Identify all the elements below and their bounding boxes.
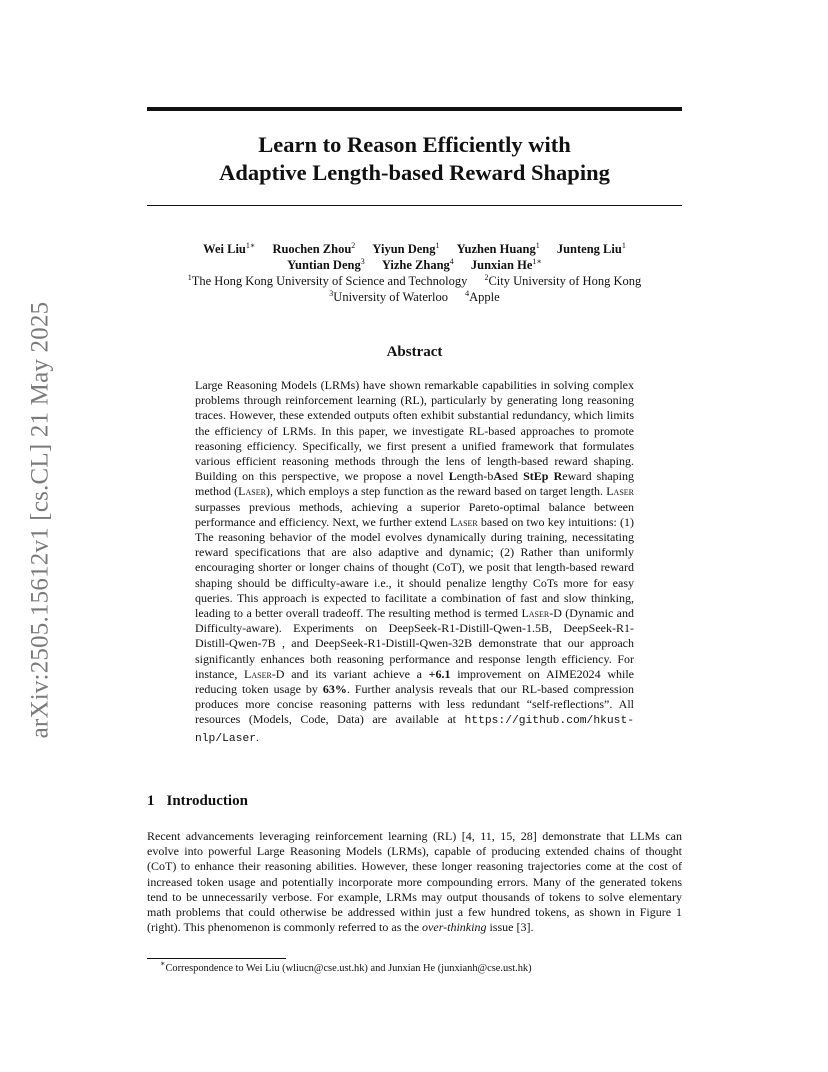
method-name-laser-d: Laser-D [521,606,562,621]
author-affiliation-mark: 1 [535,241,540,250]
affiliation-name: The Hong Kong University of Science and Technology [191,274,468,288]
author-name: Yizhe Zhang [381,258,450,272]
author-affiliation-mark: 1 [435,241,440,250]
method-name-laser-d: Laser-D [244,666,285,681]
affiliation-line-1 [147,273,682,289]
title-bottom-rule [147,205,682,206]
author-name: Ruochen Zhou [272,242,352,256]
footnote-rule [147,958,286,959]
title-line-1: Learn to Reason Efficiently with [258,132,571,157]
author-block [147,241,682,305]
footnote [160,959,680,975]
arxiv-identifier: arXiv:2505.15612v1 [cs.CL] 21 May 2025 [26,301,53,739]
author-name: Yuzhen Huang [456,242,536,256]
resource-url-link[interactable]: https://github.com/hkust-nlp/Laser [195,715,634,745]
aime-gain-value: +6.1 [428,666,451,681]
footnote-text: Correspondence to Wei Liu (wliucn@cse.ust.hk) and Junxian He (junxianh@cse.ust.hk) [165,963,532,974]
author-line-1 [147,241,682,257]
emphasis-term: over-thinking [422,920,487,935]
affiliation-line-2 [147,289,682,305]
title-top-rule [147,107,682,111]
abstract-paragraph: Large Reasoning Models (LRMs) have shown remarkable capabilities in solving complex problems through reinforcement learning (RL), particularly by generating long reasoning traces. However, these extended outputs often exhibit substantial redundancy, which limits the efficiency of LRMs. In this paper, we investigate RL-based approaches to promote reasoning efficiency. Specifically, we first present a unified framework that formulates various efficient reasoning methods through the lens of length-based reward shaping. Building on this perspective, we propose a novel Length-bAsed StEp Reward shaping method (Laser), which employs a step function as the reward based on target length. Laser surpasses previous methods, achieving a superior Pareto-optimal balance between performance and efficiency. Next, we further extend Laser based on two key intuitions: (1) The reasoning behavior of the model evolves dynamically during training, necessitating reward specifications that are also adaptive and dynamic; (2) Rather than uniformly encouraging shorter or longer chains of thought (CoT), we posit that length-based reward shaping should be difficulty-aware i.e., it should penalize lengthy CoTs more for easy queries. This approach is expected to facilitate a combination of fast and slow thinking, leading to a better overall tradeoff. The resulting method is termed Laser-D (Dynamic and Difficulty-aware). Experiments on DeepSeek-R1-Distill-Qwen-1.5B, DeepSeek-R1-Distill-Qwen-7B , and DeepSeek-R1-Distill-Qwen-32B demonstrate that our approach significantly enhances both reasoning performance and response length efficiency. For instance, Laser-D and its variant achieve a +6.1 improvement on AIME2024 while reducing token usage by 63%. Further analysis reveals that our RL-based compression produces more concise reasoning patterns with less redundant “self-reflections”. All resources (Models, Code, Data) are available at https://github.com/hkust-nlp/Laser. [195,378,635,745]
author-line-2 [147,257,682,273]
method-name-laser: Laser [238,484,266,499]
author-name: Yuntian Deng [287,258,361,272]
affiliation-mark: 3 [329,289,334,298]
author-affiliation-mark: 3 [360,257,365,266]
affiliation-name: University of Waterloo [333,290,449,304]
affiliation-mark: 4 [465,289,470,298]
author-affiliation-mark: 1 [621,241,626,250]
section-number: 1 [147,793,155,809]
author-affiliation-mark: 4 [449,257,454,266]
paper-title [147,131,682,187]
affiliation-mark: 2 [484,273,489,282]
author-affiliation-mark: 1∗ [245,241,256,250]
affiliation-mark: 1 [187,273,192,282]
arxiv-identifier-sidebar [22,280,58,760]
section-heading [147,793,248,810]
affiliation-name: City University of Hong Kong [488,274,642,288]
author-affiliation-mark: 1∗ [532,257,542,266]
abstract-body [195,378,634,747]
author-name: Junteng Liu [556,242,622,256]
author-name: Junxian He [470,258,533,272]
method-name-laser: Laser [449,514,478,529]
section-title: Introduction [166,793,248,809]
introduction-paragraph: Recent advancements leveraging reinforcement learning (RL) [4, 11, 15, 28] demonstrate that LLMs can evolve into powerful Large Reasoning Models (LRMs), capable of producing extended chains of thought (CoT) to enhance their reasoning abilities. However, these longer reasoning trajectories come at the cost of increased token usage and potentially incorporate more compounding errors. Many of the generated tokens tend to be unnecessarily verbose. For example, LRMs may output thousands of tokens to solve elementary math problems that could otherwise be addressed within just a few hundred tokens, as shown in Figure 1 (right). This phenomenon is commonly referred to as the over-thinking issue [3]. [147,829,682,935]
token-reduction-value: 63% [322,682,347,697]
author-affiliation-mark: 2 [351,241,356,250]
introduction-body [147,829,682,935]
abstract-heading: Abstract [386,344,443,360]
title-line-2: Adaptive Length-based Reward Shaping [219,160,610,185]
author-name: Yiyun Deng [372,242,436,256]
affiliation-name: Apple [469,290,500,304]
method-name-laser: Laser [606,484,634,499]
author-name: Wei Liu [203,242,246,256]
footnote-mark: ∗ [160,959,166,968]
